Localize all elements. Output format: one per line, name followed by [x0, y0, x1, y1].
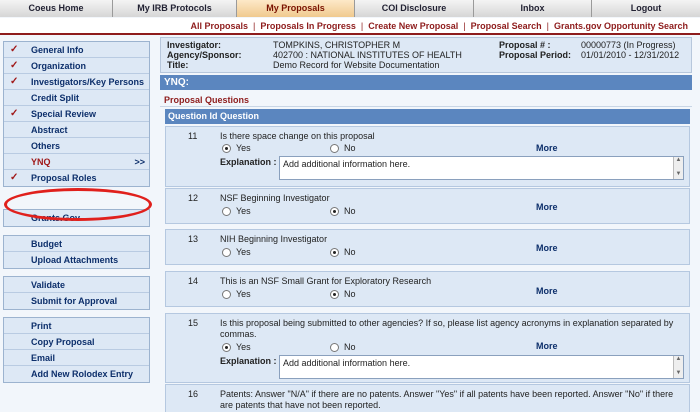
- radio-label: No: [344, 342, 356, 352]
- sidebar-item-label: YNQ: [31, 157, 51, 167]
- sub-navigation: [0, 18, 700, 35]
- column-header-question-id: Question Id: [168, 111, 218, 121]
- separator: |: [463, 21, 466, 31]
- question-id: 14: [188, 276, 199, 286]
- question-text: Is there space change on this proposal: [220, 131, 375, 141]
- check-icon: ✓: [10, 76, 19, 87]
- main-content: [160, 37, 700, 412]
- explanation-label: Explanation :: [220, 356, 277, 366]
- investigator-value: TOMPKINS, CHRISTOPHER M: [273, 40, 401, 50]
- sidebar-item-label: Others: [31, 141, 61, 151]
- scroll-down-icon[interactable]: ▼: [675, 370, 682, 376]
- tab-inbox[interactable]: Inbox: [474, 0, 592, 17]
- sidebar-item-credit-split[interactable]: [4, 90, 149, 106]
- tab-my-proposals[interactable]: My Proposals: [237, 0, 355, 17]
- yes-radio[interactable]: [222, 143, 251, 153]
- question-row: [165, 313, 690, 383]
- sidebar-item-label: Special Review: [31, 109, 97, 119]
- radio-icon: [222, 207, 231, 216]
- yes-radio[interactable]: [222, 342, 251, 352]
- sidebar-item-label: Validate: [31, 280, 66, 290]
- proposal-period-value: 01/01/2010 - 12/31/2012: [581, 50, 680, 60]
- proposal-header: [160, 37, 692, 73]
- tab-logout[interactable]: Logout: [592, 0, 700, 17]
- tab-coeus-home[interactable]: Coeus Home: [0, 0, 113, 17]
- radio-label: No: [344, 143, 356, 153]
- separator: |: [252, 21, 256, 31]
- radio-icon: [330, 207, 339, 216]
- sidebar-item-copy-proposal[interactable]: [4, 334, 149, 350]
- more-link[interactable]: More: [536, 341, 558, 351]
- scroll-up-icon[interactable]: ▲: [675, 356, 682, 362]
- column-header-question: Question: [220, 111, 260, 121]
- question-text: NSF Beginning Investigator: [220, 193, 330, 203]
- question-text: Patents: Answer "N/A" if there are no patents. Answer "Yes" if all patents have been reported. Answer "No" if there are patents that have not been reported.: [220, 389, 674, 410]
- radio-icon: [222, 248, 231, 257]
- explanation-text: Add additional information here.: [283, 358, 411, 368]
- radio-icon: [330, 290, 339, 299]
- sidebar-item-label: Copy Proposal: [31, 337, 95, 347]
- sidebar-item-submit-for-approval[interactable]: [4, 293, 149, 309]
- sidebar-item-abstract[interactable]: [4, 122, 149, 138]
- sidebar-item-label: Credit Split: [31, 93, 80, 103]
- link-all-proposals[interactable]: All Proposals: [190, 21, 248, 31]
- top-navigation: [0, 0, 700, 17]
- sidebar-item-special-review[interactable]: [4, 106, 149, 122]
- sidebar-item-print[interactable]: [4, 318, 149, 334]
- current-section-arrow: >>: [134, 157, 145, 167]
- more-link[interactable]: More: [536, 286, 558, 296]
- explanation-text: Add additional information here.: [283, 159, 411, 169]
- sidebar-item-others[interactable]: [4, 138, 149, 154]
- table-header: [165, 109, 690, 124]
- sidebar-item-investigators[interactable]: [4, 74, 149, 90]
- more-link[interactable]: More: [536, 243, 558, 253]
- radio-label: No: [344, 289, 356, 299]
- sidebar-item-organization[interactable]: [4, 58, 149, 74]
- no-radio[interactable]: [330, 289, 356, 299]
- explanation-field[interactable]: [279, 156, 684, 180]
- question-id: 16: [188, 389, 199, 399]
- radio-label: No: [344, 247, 356, 257]
- sidebar-item-label: Print: [31, 321, 52, 331]
- proposal-number-value: 00000773 (In Progress): [581, 40, 676, 50]
- question-row: [165, 384, 690, 412]
- separator: |: [360, 21, 364, 31]
- link-create-new-proposal[interactable]: Create New Proposal: [368, 21, 459, 31]
- question-row: [165, 229, 690, 265]
- radio-label: Yes: [236, 206, 251, 216]
- radio-label: Yes: [236, 342, 251, 352]
- sidebar-item-label: Grants.Gov: [31, 213, 81, 223]
- question-id: 11: [188, 131, 198, 141]
- section-heading: YNQ:: [160, 75, 692, 90]
- yes-radio[interactable]: [222, 289, 251, 299]
- proposal-number-label: Proposal # :: [499, 40, 551, 50]
- title-value: Demo Record for Website Documentation: [273, 60, 440, 70]
- check-icon: ✓: [10, 172, 19, 183]
- yes-radio[interactable]: [222, 206, 251, 216]
- sidebar-item-label: General Info: [31, 45, 84, 55]
- question-row: [165, 126, 690, 187]
- sidebar: [0, 37, 157, 412]
- sidebar-item-label: Organization: [31, 61, 87, 71]
- investigator-label: Investigator:: [167, 40, 222, 50]
- no-radio[interactable]: [330, 143, 356, 153]
- agency-value: 402700 : NATIONAL INSTITUTES OF HEALTH: [273, 50, 462, 60]
- scroll-up-icon[interactable]: ▲: [675, 157, 682, 163]
- question-text: This is an NSF Small Grant for Exploratory Research: [220, 276, 432, 286]
- no-radio[interactable]: [330, 342, 356, 352]
- no-radio[interactable]: [330, 247, 356, 257]
- link-proposals-in-progress[interactable]: Proposals In Progress: [260, 21, 356, 31]
- radio-icon: [222, 144, 231, 153]
- question-id: 13: [188, 234, 199, 244]
- sidebar-item-proposal-roles[interactable]: [4, 170, 149, 186]
- question-row: [165, 188, 690, 224]
- explanation-field[interactable]: [279, 355, 684, 379]
- sidebar-item-general-info[interactable]: [4, 42, 149, 58]
- highlight-circle: [4, 188, 152, 221]
- sidebar-item-add-new-rolodex-entry[interactable]: [4, 366, 149, 382]
- separator: |: [546, 21, 549, 31]
- radio-label: Yes: [236, 289, 251, 299]
- sidebar-group-proposal-sections: [3, 41, 150, 187]
- radio-icon: [330, 248, 339, 257]
- radio-icon: [330, 144, 339, 153]
- link-proposal-search[interactable]: Proposal Search: [470, 21, 542, 31]
- sidebar-group-actions: [3, 317, 150, 383]
- proposal-period-label: Proposal Period:: [499, 50, 572, 60]
- tab-coi-disclosure[interactable]: COI Disclosure: [355, 0, 474, 17]
- scrollbar[interactable]: [673, 356, 683, 378]
- sidebar-item-email[interactable]: [4, 350, 149, 366]
- more-link[interactable]: More: [536, 143, 558, 153]
- yes-radio[interactable]: [222, 247, 251, 257]
- check-icon: ✓: [10, 44, 19, 55]
- question-row: [165, 271, 690, 307]
- section-subheading: Proposal Questions: [160, 93, 692, 107]
- sidebar-item-label: Email: [31, 353, 56, 363]
- radio-icon: [222, 343, 231, 352]
- sidebar-item-label: Add New Rolodex Entry: [31, 369, 134, 379]
- question-id: 15: [188, 318, 199, 328]
- radio-label: No: [344, 206, 356, 216]
- no-radio[interactable]: [330, 206, 356, 216]
- sidebar-item-label: Abstract: [31, 125, 68, 135]
- sidebar-item-upload-attachments[interactable]: [4, 252, 149, 268]
- sidebar-item-validate[interactable]: [4, 277, 149, 293]
- radio-icon: [222, 290, 231, 299]
- check-icon: ✓: [10, 60, 19, 71]
- question-id: 12: [188, 193, 199, 203]
- title-label: Title:: [167, 60, 189, 70]
- sidebar-item-label: Submit for Approval: [31, 296, 118, 306]
- sidebar-item-label: Investigators/Key Persons: [31, 77, 145, 87]
- check-icon: ✓: [10, 108, 19, 119]
- tab-my-irb-protocols[interactable]: My IRB Protocols: [113, 0, 237, 17]
- sidebar-item-label: Upload Attachments: [31, 255, 119, 265]
- radio-icon: [330, 343, 339, 352]
- explanation-label: Explanation :: [220, 157, 277, 167]
- sidebar-item-label: Budget: [31, 239, 62, 249]
- sidebar-item-budget[interactable]: [4, 236, 149, 252]
- radio-label: Yes: [236, 247, 251, 257]
- scroll-down-icon[interactable]: ▼: [675, 171, 682, 177]
- radio-label: Yes: [236, 143, 251, 153]
- sidebar-group-budget: [3, 235, 150, 269]
- more-link[interactable]: More: [536, 202, 558, 212]
- sidebar-item-label: Proposal Roles: [31, 173, 97, 183]
- question-text: NIH Beginning Investigator: [220, 234, 328, 244]
- scrollbar[interactable]: [673, 157, 683, 179]
- question-text: Is this proposal being submitted to other agencies? If so, please list agency acronyms in explanation separated by commas.: [220, 318, 674, 339]
- link-grants-gov-opportunity-search[interactable]: Grants.gov Opportunity Search: [553, 21, 688, 31]
- sidebar-group-submit: [3, 276, 150, 310]
- agency-label: Agency/Sponsor:: [167, 50, 242, 60]
- sidebar-item-ynq[interactable]: [4, 154, 149, 170]
